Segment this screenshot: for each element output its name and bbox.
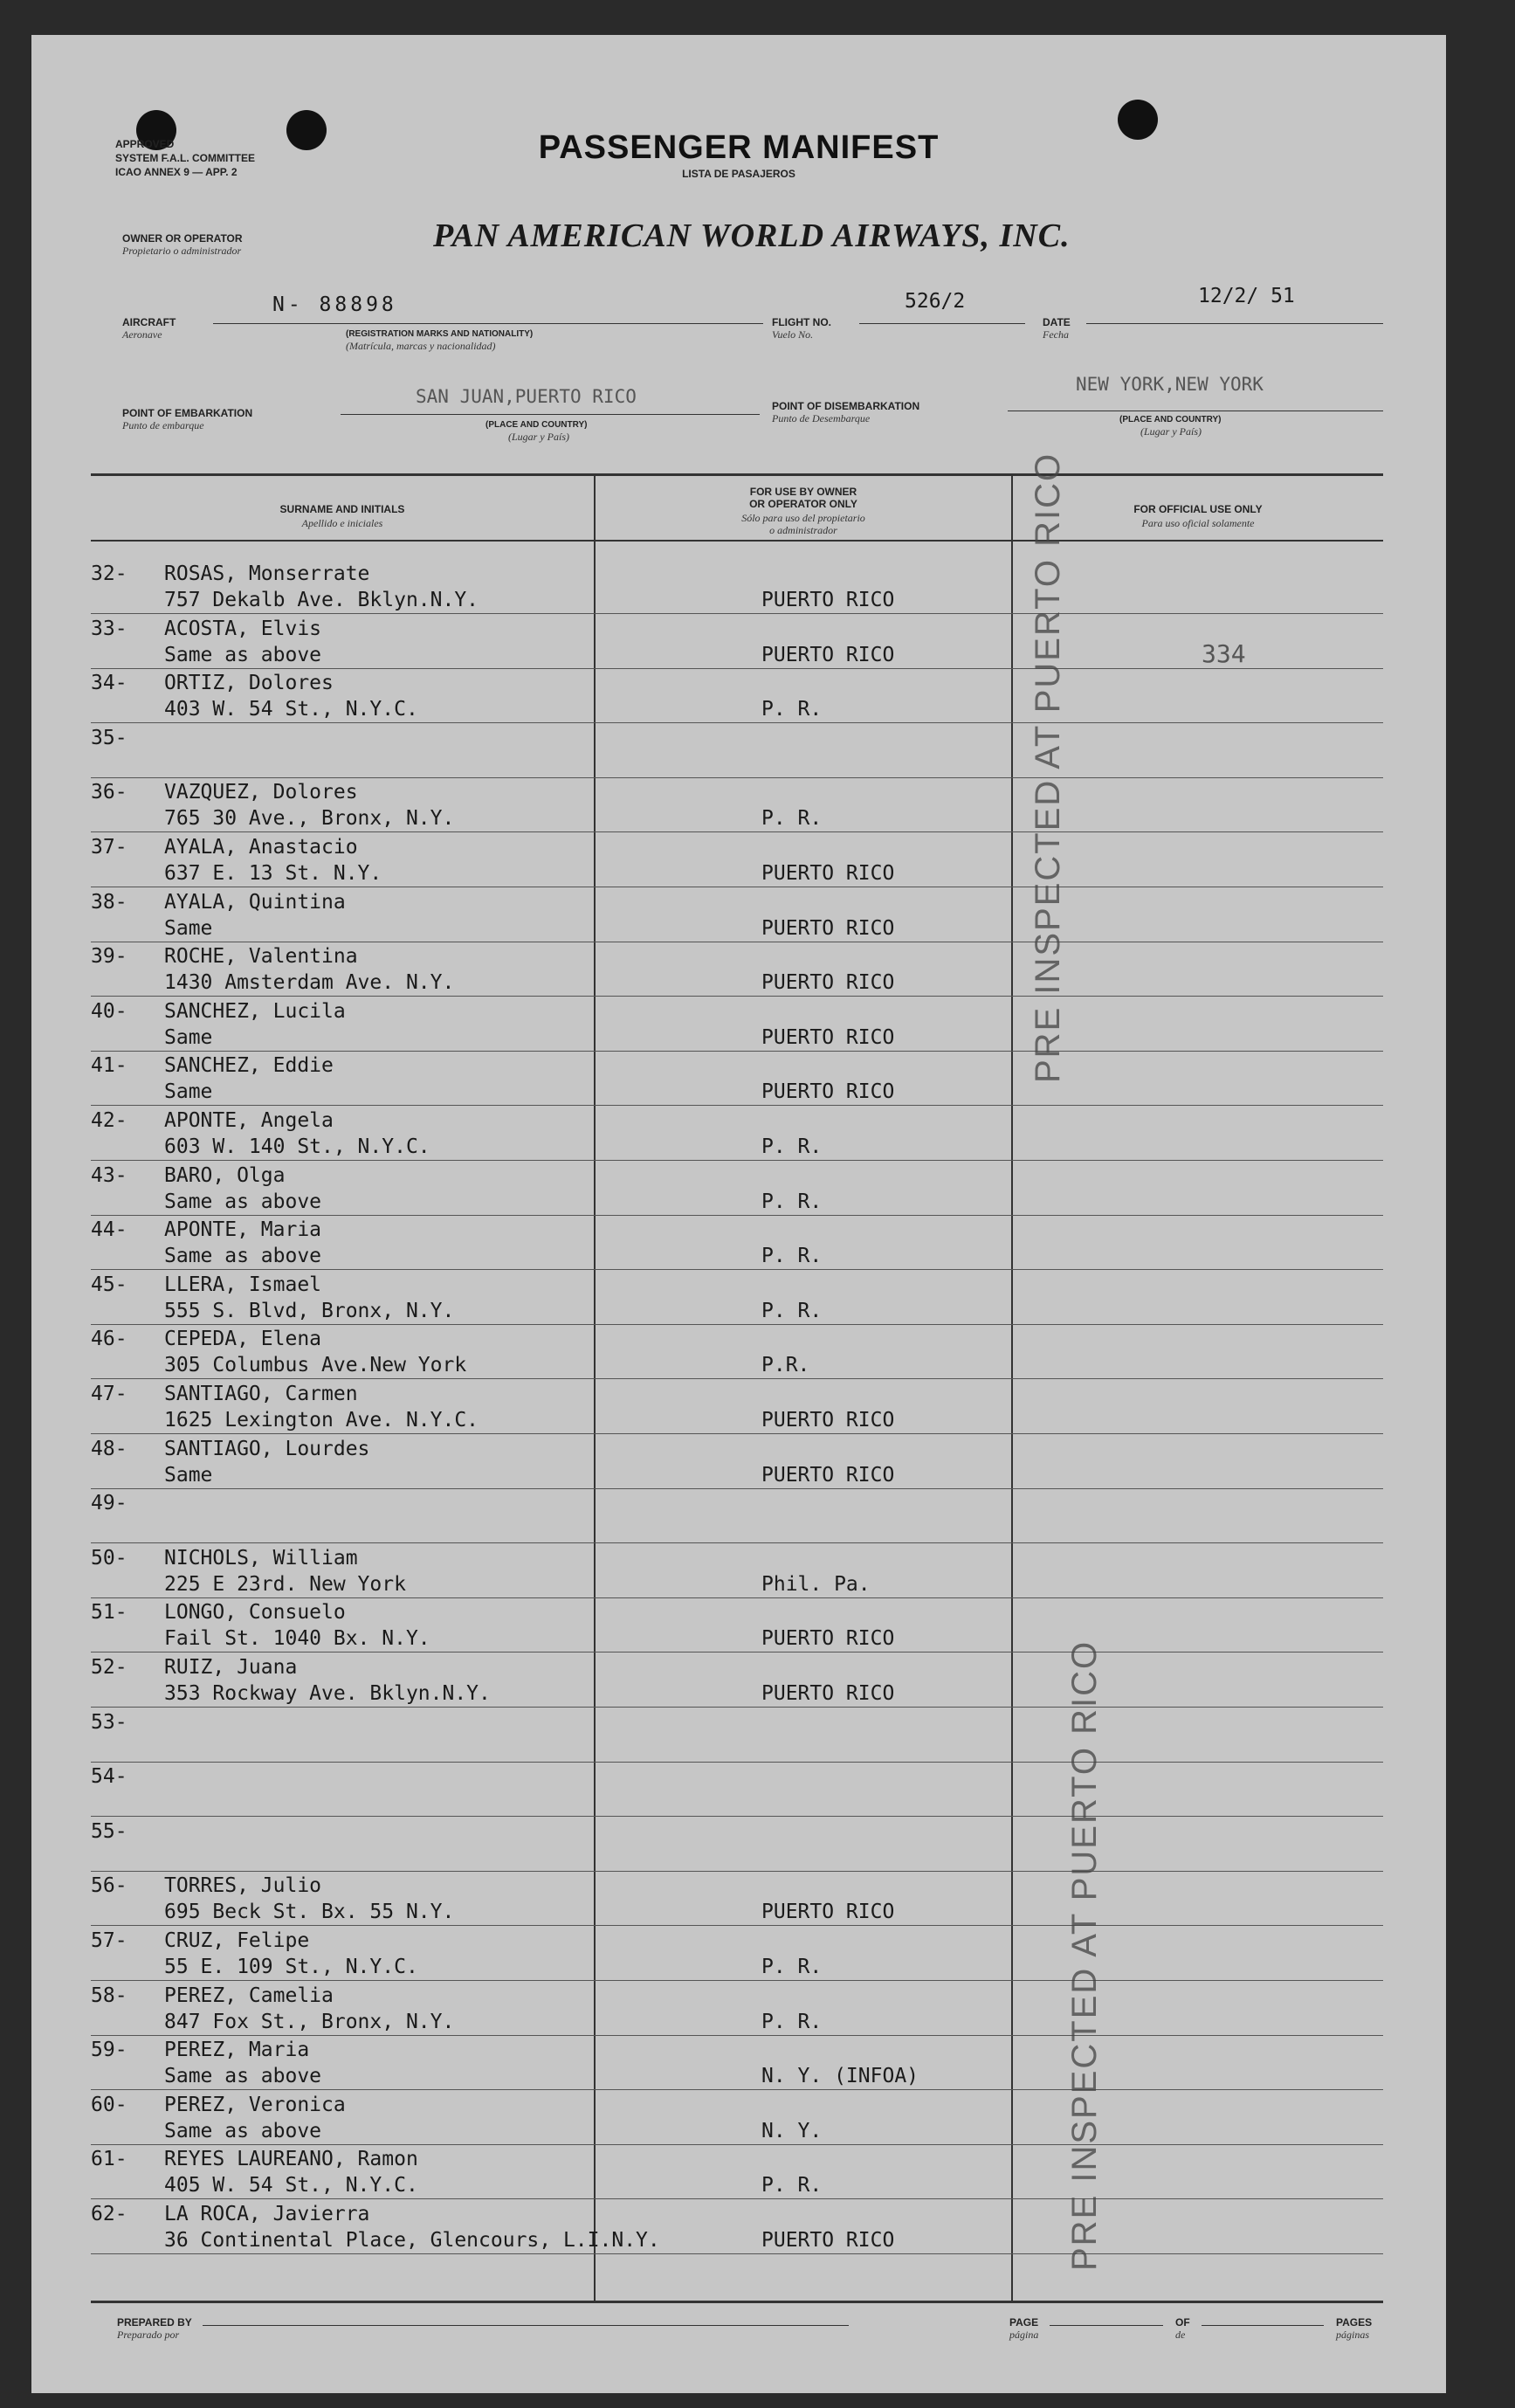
- passenger-name: REYES LAUREANO, Ramon: [164, 2148, 418, 2171]
- passenger-row: [31, 1106, 1446, 1160]
- passenger-row: [31, 614, 1446, 668]
- form-title: PASSENGER MANIFEST: [538, 129, 940, 166]
- passenger-owner-note: P. R.: [761, 1190, 823, 1213]
- passenger-address: 637 E. 13 St. N.Y.: [164, 862, 382, 885]
- passenger-address: 55 E. 109 St., N.Y.C.: [164, 1956, 418, 1978]
- passenger-row: [31, 832, 1446, 887]
- passenger-row: [31, 559, 1446, 613]
- passenger-owner-note: N. Y.: [761, 2119, 823, 2142]
- column-header-owner-es-2: o administrador: [769, 524, 837, 536]
- passenger-name: LA ROCA, Javierra: [164, 2203, 370, 2225]
- aircraft-label: AIRCRAFT: [122, 316, 176, 328]
- passenger-owner-note: P. R.: [761, 1299, 823, 1322]
- passenger-address: 305 Columbus Ave.New York: [164, 1354, 467, 1377]
- date-label: DATE: [1043, 316, 1071, 328]
- passenger-row: [31, 1379, 1446, 1433]
- passenger-row: [31, 1051, 1446, 1105]
- column-header-owner-2: OR OPERATOR ONLY: [749, 498, 857, 510]
- preinspection-stamp-lower: PRE INSPECTED AT PUERTO RICO: [1065, 1639, 1104, 2271]
- passenger-owner-note: PUERTO RICO: [761, 1463, 895, 1487]
- passenger-owner-note: P.R.: [761, 1354, 810, 1377]
- aircraft-caption: (REGISTRATION MARKS AND NATIONALITY): [346, 329, 534, 339]
- table-top-rule: [91, 473, 1383, 476]
- passenger-owner-note: PUERTO RICO: [761, 643, 895, 666]
- table-header-rule: [91, 540, 1383, 542]
- passenger-name: PEREZ, Camelia: [164, 1984, 334, 2007]
- passenger-number: 53-: [91, 1710, 127, 1734]
- disembarkation-caption: (PLACE AND COUNTRY): [1119, 415, 1222, 424]
- preinspection-stamp-upper: PRE INSPECTED AT PUERTO RICO: [1029, 452, 1067, 1083]
- passenger-owner-note: PUERTO RICO: [761, 971, 895, 995]
- approval-line-1: APPROVED: [115, 138, 175, 150]
- passenger-number: 60-: [91, 2093, 127, 2116]
- passenger-address: 1625 Lexington Ave. N.Y.C.: [164, 1409, 479, 1432]
- passenger-row: [31, 1871, 1446, 1925]
- passenger-number: 44-: [91, 1218, 127, 1242]
- passenger-number: 45-: [91, 1273, 127, 1296]
- passenger-owner-note: P. R.: [761, 2174, 823, 2198]
- passenger-row: [31, 1543, 1446, 1597]
- embarkation-value: SAN JUAN,PUERTO RICO: [416, 386, 637, 407]
- passenger-address: 847 Fox St., Bronx, N.Y.: [164, 2010, 455, 2033]
- prepared-by-label-es: Preparado por: [117, 2329, 180, 2341]
- approval-line-3: ICAO ANNEX 9 — APP. 2: [115, 166, 238, 178]
- passenger-address: 757 Dekalb Ave. Bklyn.N.Y.: [164, 589, 479, 611]
- aircraft-value: N- 88898: [272, 293, 397, 316]
- passenger-number: 39-: [91, 945, 127, 969]
- passenger-name: NICHOLS, William: [164, 1546, 358, 1570]
- passenger-row: [31, 1270, 1446, 1324]
- flight-value: 526/2: [905, 290, 966, 313]
- page-label: PAGE: [1009, 2316, 1039, 2329]
- passenger-address: Same: [164, 916, 213, 940]
- passenger-row: [31, 2035, 1446, 2089]
- passenger-number: 38-: [91, 890, 127, 914]
- passenger-row: [31, 1926, 1446, 1980]
- passenger-owner-note: PUERTO RICO: [761, 1080, 895, 1104]
- passenger-number: 56-: [91, 1874, 127, 1898]
- owner-label-es: Propietario o administrador: [122, 245, 242, 257]
- column-header-official-es: Para uso oficial solamente: [1141, 517, 1255, 529]
- passenger-address: 695 Beck St. Bx. 55 N.Y.: [164, 1901, 455, 1924]
- passenger-address: Same as above: [164, 1245, 322, 1268]
- passenger-number: 58-: [91, 1984, 127, 2007]
- passenger-address: 403 W. 54 St., N.Y.C.: [164, 698, 418, 721]
- passenger-number: 46-: [91, 1328, 127, 1351]
- form-subtitle: LISTA DE PASAJEROS: [682, 168, 795, 180]
- owner-label: OWNER OR OPERATOR: [122, 232, 243, 245]
- passenger-address: 225 E 23rd. New York: [164, 1572, 406, 1596]
- pages-label-es: páginas: [1336, 2329, 1370, 2341]
- passenger-owner-note: PUERTO RICO: [761, 1025, 895, 1049]
- passenger-owner-note: PUERTO RICO: [761, 862, 895, 885]
- passenger-number: 52-: [91, 1656, 127, 1679]
- column-header-surname: SURNAME AND INITIALS: [279, 503, 405, 515]
- passenger-address: Same as above: [164, 643, 322, 666]
- passenger-address: Same as above: [164, 2119, 322, 2142]
- passenger-row: [31, 887, 1446, 942]
- passenger-row: [31, 1762, 1446, 1816]
- passenger-number: 54-: [91, 1765, 127, 1789]
- passenger-number: 32-: [91, 562, 127, 585]
- disembarkation-label: POINT OF DISEMBARKATION: [772, 400, 920, 412]
- passenger-owner-note: P. R.: [761, 698, 823, 721]
- disembarkation-value: NEW YORK,NEW YORK: [1076, 374, 1264, 395]
- passenger-owner-note: PUERTO RICO: [761, 1682, 895, 1705]
- passenger-owner-note: P. R.: [761, 1956, 823, 1978]
- passenger-name: ROCHE, Valentina: [164, 945, 358, 969]
- passenger-number: 33-: [91, 617, 127, 640]
- passenger-name: SANCHEZ, Lucila: [164, 999, 346, 1023]
- embarkation-label-es: Punto de embarque: [122, 419, 204, 431]
- passenger-owner-note: PUERTO RICO: [761, 916, 895, 940]
- official-number: 334: [1202, 639, 1246, 668]
- aircraft-caption-es: (Matrícula, marcas y nacionalidad): [346, 340, 496, 352]
- aircraft-label-es: Aeronave: [122, 328, 162, 341]
- passenger-name: APONTE, Maria: [164, 1218, 322, 1242]
- passenger-name: PEREZ, Maria: [164, 2039, 310, 2062]
- passenger-name: CRUZ, Felipe: [164, 1929, 310, 1952]
- passenger-name: ACOSTA, Elvis: [164, 617, 322, 640]
- passenger-owner-note: P. R.: [761, 1135, 823, 1158]
- passenger-name: SANCHEZ, Eddie: [164, 1054, 334, 1078]
- passenger-row: [31, 1817, 1446, 1871]
- passenger-number: 34-: [91, 672, 127, 695]
- passenger-name: PEREZ, Veronica: [164, 2093, 346, 2116]
- passenger-address: 765 30 Ave., Bronx, N.Y.: [164, 807, 455, 831]
- passenger-number: 61-: [91, 2148, 127, 2171]
- column-header-official: FOR OFFICIAL USE ONLY: [1133, 503, 1263, 515]
- passenger-row: [31, 1434, 1446, 1488]
- passenger-address: 36 Continental Place, Glencours, L.I.N.Y.: [164, 2229, 660, 2252]
- passenger-address: Same: [164, 1025, 213, 1049]
- passenger-name: LLERA, Ismael: [164, 1273, 322, 1296]
- passenger-address: 405 W. 54 St., N.Y.C.: [164, 2174, 418, 2198]
- passenger-address: Same: [164, 1080, 213, 1104]
- passenger-row: [31, 723, 1446, 777]
- passenger-row: [31, 942, 1446, 996]
- passenger-name: ROSAS, Monserrate: [164, 562, 370, 585]
- passenger-owner-note: P. R.: [761, 807, 823, 831]
- passenger-row: [31, 2144, 1446, 2198]
- passenger-row: [31, 1215, 1446, 1269]
- passenger-row: [31, 1488, 1446, 1542]
- disembarkation-caption-es: (Lugar y País): [1140, 425, 1202, 438]
- passenger-row: [31, 668, 1446, 722]
- passenger-row: [31, 1597, 1446, 1652]
- pages-label: PAGES: [1336, 2316, 1373, 2329]
- passenger-name: TORRES, Julio: [164, 1874, 322, 1898]
- passenger-address: Fail St. 1040 Bx. N.Y.: [164, 1627, 430, 1651]
- page-label-es: página: [1009, 2329, 1039, 2341]
- date-value: 12/2/ 51: [1198, 285, 1295, 307]
- passenger-owner-note: PUERTO RICO: [761, 1901, 895, 1924]
- passenger-name: RUIZ, Juana: [164, 1656, 298, 1679]
- passenger-number: 41-: [91, 1054, 127, 1078]
- passenger-owner-note: PUERTO RICO: [761, 2229, 895, 2252]
- passenger-address: 603 W. 140 St., N.Y.C.: [164, 1135, 430, 1158]
- passenger-owner-note: Phil. Pa.: [761, 1572, 871, 1596]
- column-header-surname-es: Apellido e iniciales: [301, 517, 383, 529]
- passenger-owner-note: PUERTO RICO: [761, 589, 895, 611]
- passenger-address: 353 Rockway Ave. Bklyn.N.Y.: [164, 1682, 491, 1705]
- passenger-name: AYALA, Anastacio: [164, 836, 358, 859]
- passenger-address: 1430 Amsterdam Ave. N.Y.: [164, 971, 455, 995]
- passenger-name: CEPEDA, Elena: [164, 1328, 322, 1351]
- passenger-number: 48-: [91, 1437, 127, 1460]
- passenger-address: Same: [164, 1463, 213, 1487]
- table-bottom-rule: [91, 2301, 1383, 2303]
- passenger-row: [31, 2090, 1446, 2144]
- passenger-row: [31, 1161, 1446, 1215]
- prepared-by-label: PREPARED BY: [117, 2316, 192, 2329]
- passenger-name: APONTE, Angela: [164, 1109, 334, 1132]
- embarkation-caption: (PLACE AND COUNTRY): [485, 420, 588, 430]
- passenger-name: ORTIZ, Dolores: [164, 672, 334, 695]
- passenger-row: [31, 1708, 1446, 1762]
- manifest-paper: [31, 35, 1446, 2393]
- passenger-number: 55-: [91, 1819, 127, 1843]
- passenger-row: [31, 1652, 1446, 1707]
- passenger-name: SANTIAGO, Carmen: [164, 1383, 358, 1405]
- approval-line-2: SYSTEM F.A.L. COMMITTEE: [115, 152, 256, 164]
- passenger-address: Same as above: [164, 2065, 322, 2088]
- flight-label-es: Vuelo No.: [772, 328, 814, 341]
- passenger-name: VAZQUEZ, Dolores: [164, 781, 358, 804]
- embarkation-caption-es: (Lugar y País): [508, 431, 569, 443]
- of-label: OF: [1175, 2316, 1190, 2329]
- column-header-owner-1: FOR USE BY OWNER: [749, 486, 857, 498]
- passenger-number: 35-: [91, 726, 127, 749]
- owner-value: PAN AMERICAN WORLD AIRWAYS, INC.: [433, 217, 1071, 254]
- passenger-owner-note: N. Y. (INFOA): [761, 2065, 919, 2088]
- passenger-name: BARO, Olga: [164, 1163, 286, 1187]
- passenger-number: 49-: [91, 1492, 127, 1515]
- of-label-es: de: [1175, 2329, 1186, 2341]
- disembarkation-label-es: Punto de Desembarque: [772, 412, 871, 424]
- passenger-row: [31, 1981, 1446, 2035]
- passenger-number: 36-: [91, 781, 127, 804]
- passenger-address: Same as above: [164, 1190, 322, 1213]
- column-header-owner-es-1: Sólo para uso del propietario: [741, 512, 865, 524]
- date-label-es: Fecha: [1043, 328, 1069, 341]
- passenger-owner-note: P. R.: [761, 1245, 823, 1268]
- embarkation-label: POINT OF EMBARKATION: [122, 407, 253, 419]
- row-rule: [91, 2253, 1383, 2254]
- passenger-address: 555 S. Blvd, Bronx, N.Y.: [164, 1299, 455, 1322]
- passenger-owner-note: PUERTO RICO: [761, 1409, 895, 1432]
- passenger-row: [31, 1324, 1446, 1378]
- flight-label: FLIGHT NO.: [772, 316, 831, 328]
- passenger-owner-note: PUERTO RICO: [761, 1627, 895, 1651]
- passenger-number: 43-: [91, 1163, 127, 1187]
- passenger-number: 47-: [91, 1383, 127, 1405]
- passenger-number: 59-: [91, 2039, 127, 2062]
- passenger-number: 50-: [91, 1546, 127, 1570]
- passenger-owner-note: P. R.: [761, 2010, 823, 2033]
- passenger-number: 40-: [91, 999, 127, 1023]
- passenger-row: [31, 997, 1446, 1051]
- passenger-number: 62-: [91, 2203, 127, 2225]
- passenger-name: SANTIAGO, Lourdes: [164, 1437, 370, 1460]
- passenger-number: 42-: [91, 1109, 127, 1132]
- passenger-number: 37-: [91, 836, 127, 859]
- passenger-row: [31, 2199, 1446, 2253]
- passenger-name: AYALA, Quintina: [164, 890, 346, 914]
- passenger-number: 57-: [91, 1929, 127, 1952]
- passenger-number: 51-: [91, 1601, 127, 1625]
- passenger-name: LONGO, Consuelo: [164, 1601, 346, 1625]
- passenger-row: [31, 777, 1446, 831]
